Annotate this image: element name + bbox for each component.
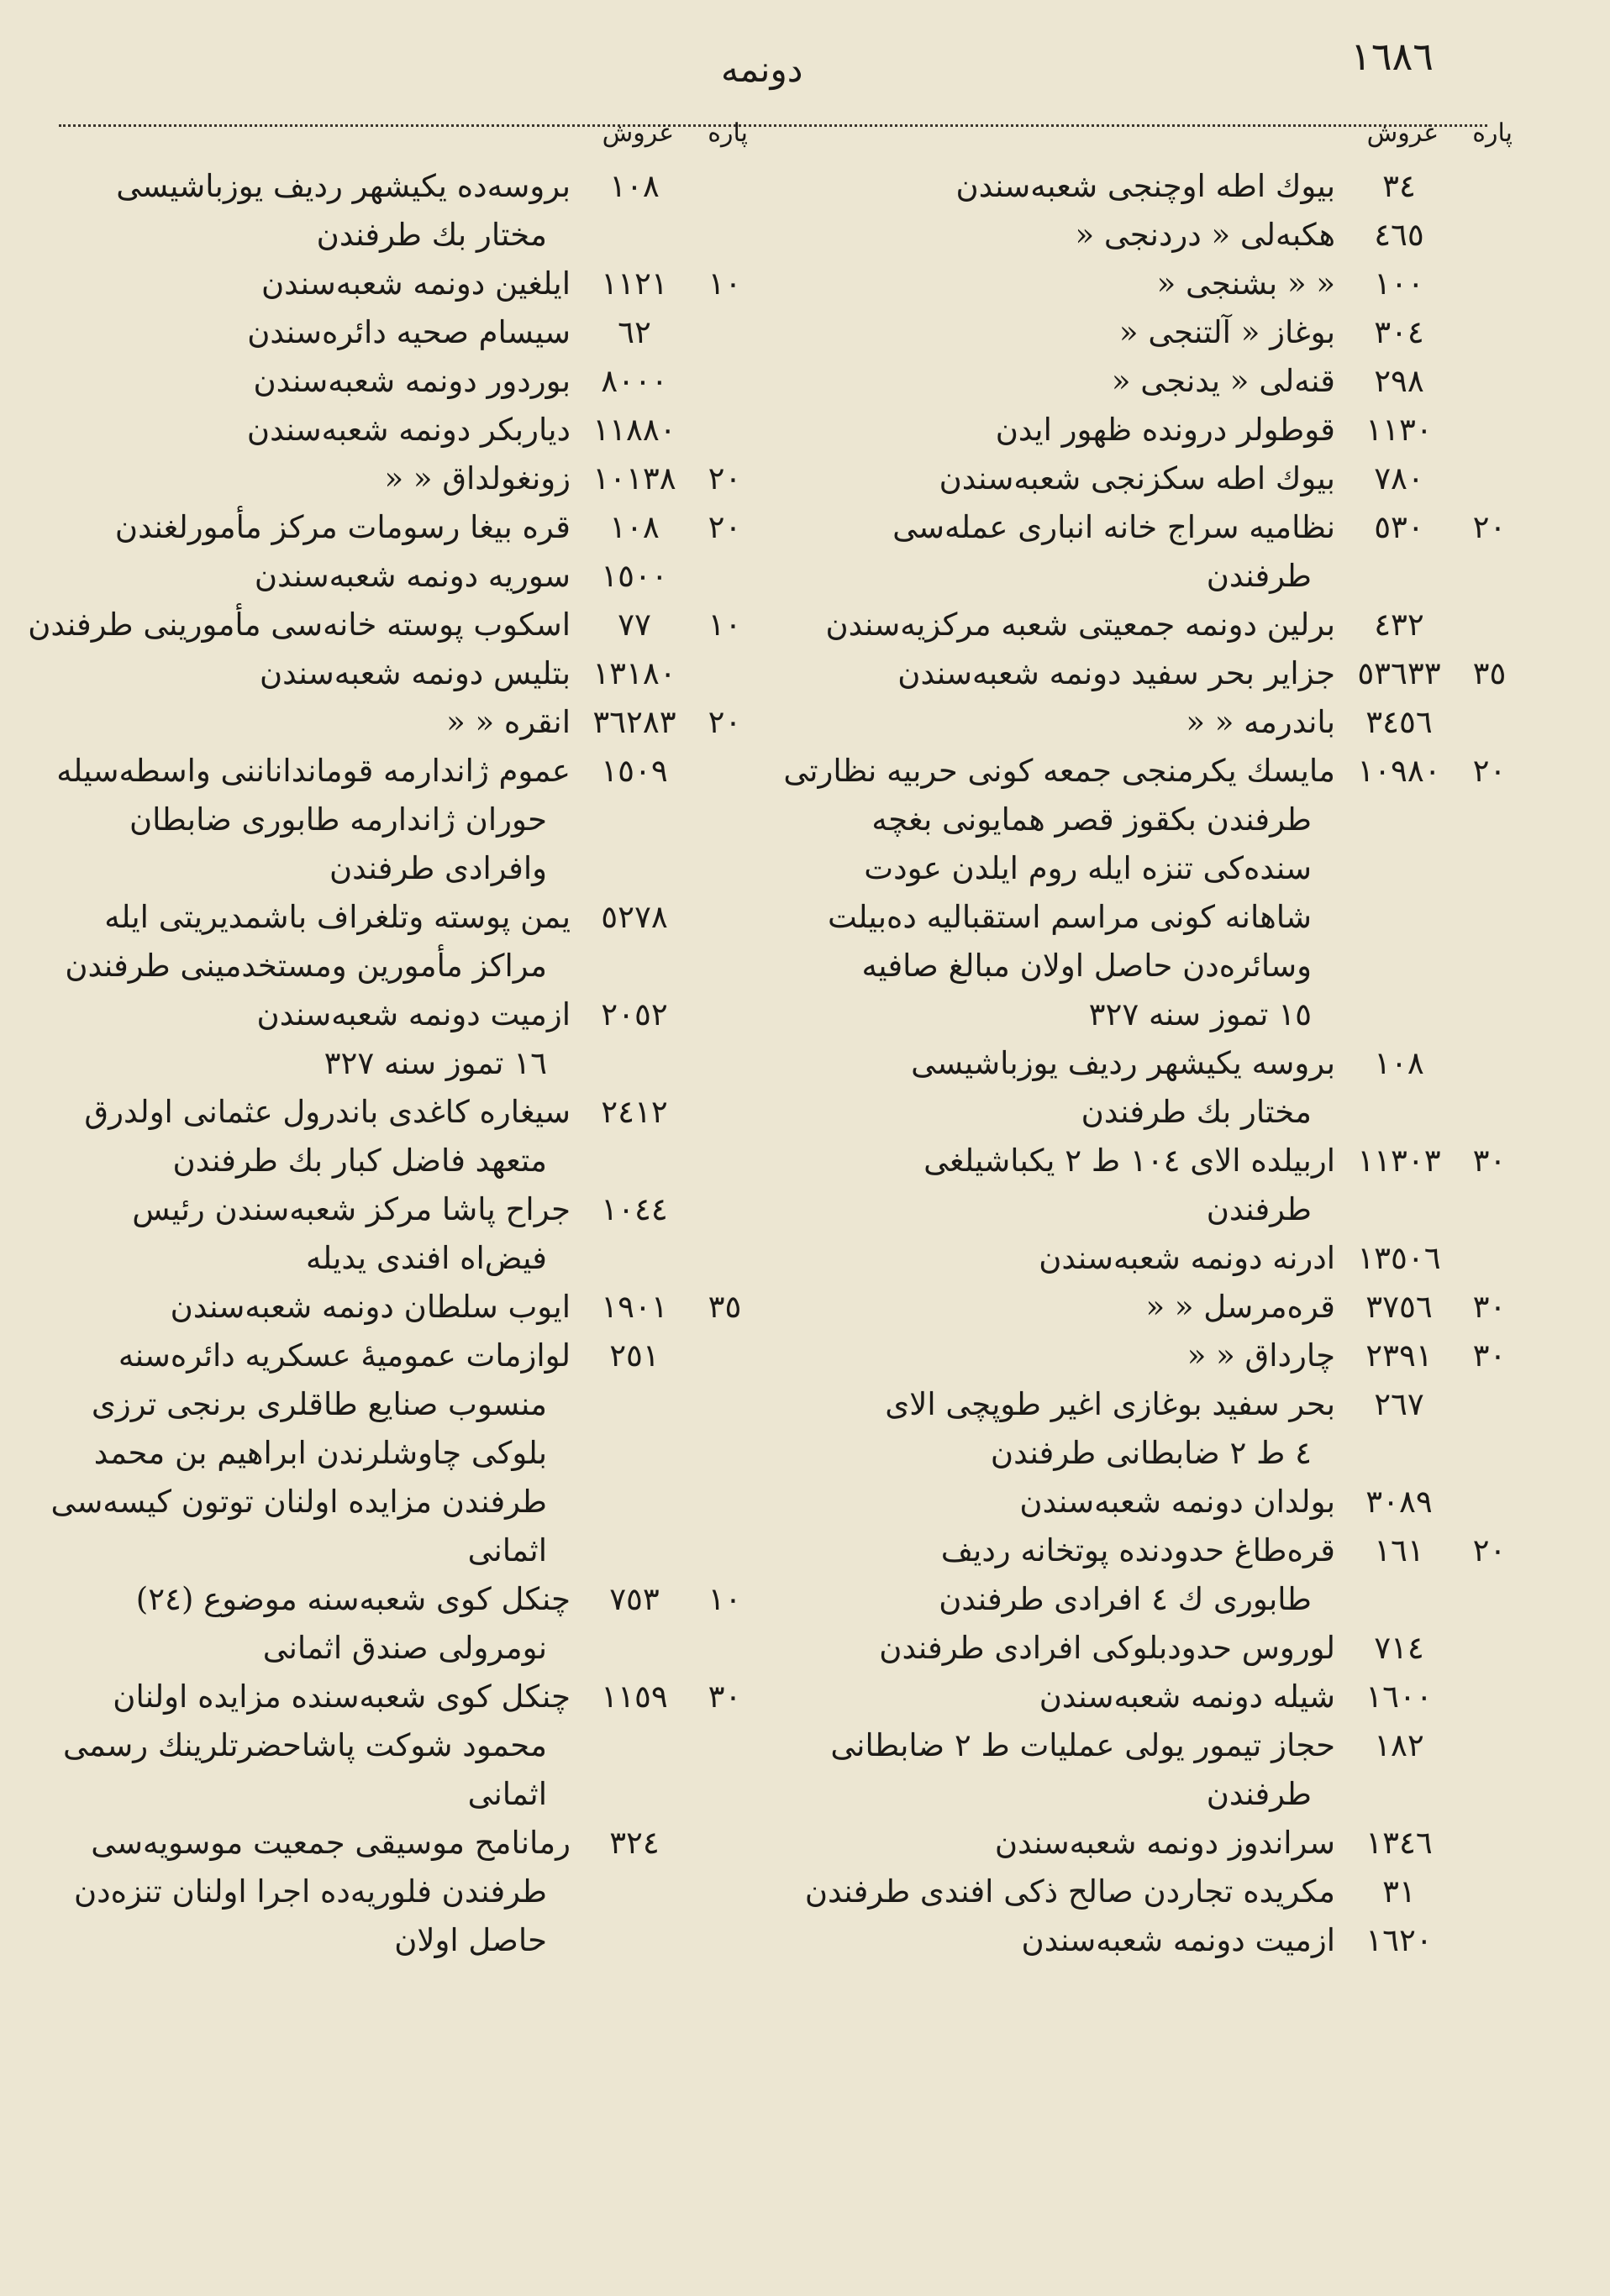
gurus-amount: ٧٨٠ — [1374, 460, 1424, 497]
description-line: اسكوب پوسته خانه‌سى مأمورينى طرفندن — [28, 607, 571, 643]
description-line: هكبه‌لى « دردنجى « — [1075, 217, 1335, 253]
description-line: اربيلده الاى ١٠٤ ط ٢ يكباشيلغى — [923, 1143, 1335, 1179]
entry-description — [815, 162, 1340, 211]
description-line: بحر سفيد بوغازى اغير طوپچى الاى — [885, 1386, 1335, 1422]
entry-description — [783, 747, 1340, 1039]
ledger-entry — [50, 454, 756, 503]
gurus-amount: ٣٤٥٦ — [1365, 704, 1433, 740]
ledger-entry — [815, 1283, 1521, 1332]
description-line: قره‌مرسل « « — [1145, 1289, 1335, 1325]
description-line: بيوك اطه اوچنجى شعبه‌سندن — [955, 168, 1335, 204]
gurus-amount: ٣٠٨٩ — [1365, 1484, 1433, 1520]
description-line: وسائره‌دن حاصل اولان مبالغ صافيه — [861, 948, 1312, 984]
description-line: متعهد فاضل كبار بك طرفندن — [172, 1143, 547, 1179]
gurus-amount: ١٠٠ — [1374, 265, 1424, 302]
description-line: انقره « « — [446, 704, 571, 740]
description-line: لوازمات عموميهٔ عسكريه دائره‌سنه — [118, 1337, 571, 1374]
description-line: طرفندن — [1206, 558, 1312, 594]
entry-description — [815, 1380, 1340, 1478]
ledger-entry — [815, 162, 1521, 211]
entry-description — [815, 503, 1340, 601]
gurus-amount: ١١٣٠٣ — [1357, 1143, 1441, 1179]
entry-description — [50, 1575, 576, 1673]
gurus-amount: ٦٢ — [618, 314, 651, 350]
entry-description — [50, 260, 576, 308]
para-amount: ٢٠ — [1472, 509, 1507, 545]
entry-description — [50, 552, 576, 601]
gurus-amount: ١٠٩٨٠ — [1357, 753, 1441, 789]
para-amount: ٢٠ — [708, 704, 742, 740]
description-line: اثمانى — [467, 1532, 547, 1568]
ledger-entry — [815, 406, 1521, 454]
description-line: مختار بك طرفندن — [1081, 1094, 1312, 1130]
description-line: شاهانه كونى مراسم استقباليه ده‌بيلت — [827, 899, 1312, 935]
description-line: ٤ ط ٢ ضابطانى طرفندن — [990, 1435, 1312, 1471]
gurus-amount: ١٠٤٤ — [601, 1191, 668, 1227]
entry-description — [815, 601, 1340, 649]
entry-description — [50, 357, 576, 406]
ledger-entry — [815, 1332, 1521, 1380]
entry-description — [50, 1332, 576, 1575]
ledger-entry — [815, 1526, 1521, 1624]
entry-description — [50, 747, 576, 893]
description-line: سنده‌كى تنزه ايله روم ايلدن عودت — [864, 850, 1312, 886]
para-amount: ١٠ — [708, 265, 742, 302]
entry-description — [50, 406, 576, 454]
entry-description — [815, 1526, 1340, 1624]
para-amount: ٣٠ — [1472, 1143, 1507, 1179]
description-line: طرفندن مزايده اولنان توتون كيسه‌سى — [50, 1484, 547, 1520]
entry-description — [50, 893, 576, 990]
entry-description — [815, 1332, 1340, 1380]
entry-description — [815, 1916, 1340, 1965]
ledger-entry — [815, 260, 1521, 308]
entry-description — [815, 308, 1340, 357]
ledger-entry — [815, 1234, 1521, 1283]
description-line: منسوب صنايع طاقلرى برنجى ترزى — [91, 1386, 547, 1422]
ledger-entry — [50, 357, 756, 406]
description-line: بولدان دونمه شعبه‌سندن — [1019, 1484, 1335, 1520]
ledger-entry — [50, 308, 756, 357]
column-header — [815, 113, 1521, 162]
gurus-amount: ٥٢٧٨ — [601, 899, 668, 935]
ledger-entry — [50, 649, 756, 698]
page-number: ١٦٨٦ — [1350, 34, 1434, 79]
gurus-amount: ١٠٨ — [609, 168, 660, 204]
ledger-entry — [815, 454, 1521, 503]
gurus-amount: ٧٧ — [618, 607, 651, 643]
description-line: قنه‌لى « يدنجى « — [1111, 363, 1335, 399]
ledger-entry — [50, 260, 756, 308]
description-line: حاصل اولان — [394, 1922, 547, 1958]
description-line: نومرولى صندق اثمانى — [262, 1630, 547, 1666]
ledger-entry — [815, 1478, 1521, 1526]
description-line: سراندوز دونمه شعبه‌سندن — [994, 1825, 1335, 1861]
ledger-entry — [815, 1819, 1521, 1868]
description-line: جراح پاشا مركز شعبه‌سندن رئيس — [132, 1191, 571, 1227]
ledger-entry — [50, 1185, 756, 1283]
entry-description — [815, 260, 1340, 308]
entry-description — [50, 308, 576, 357]
ledger-entry — [815, 1624, 1521, 1673]
gurus-amount: ٢٦٧ — [1374, 1386, 1424, 1422]
gurus-amount: ١٦٠٠ — [1365, 1679, 1433, 1715]
description-line: بوغاز « آلتنجى « — [1118, 314, 1335, 350]
para-amount: ٣٥ — [708, 1289, 742, 1325]
ledger-column-left — [28, 113, 756, 1965]
entry-description — [815, 1624, 1340, 1673]
gurus-amount: ١١٢١ — [601, 265, 668, 302]
ledger-entry — [50, 162, 756, 260]
description-line: بوردور دونمه شعبه‌سندن — [253, 363, 571, 399]
ledger-entry — [815, 1721, 1521, 1819]
description-line: قره بيغا رسومات مركز مأمورلغندن — [114, 509, 571, 545]
running-title: دونمه — [721, 49, 803, 90]
ledger-entry — [815, 1380, 1521, 1478]
description-line: چنكل كوى شعبه‌سنده مزايده اولنان — [113, 1679, 571, 1715]
gurus-amount: ٢٣٩١ — [1365, 1337, 1433, 1374]
description-line: ازميت دونمه شعبه‌سندن — [1021, 1922, 1335, 1958]
description-line: سوريه دونمه شعبه‌سندن — [254, 558, 571, 594]
gurus-heading: غروش — [1366, 118, 1437, 148]
entry-description — [815, 1819, 1340, 1868]
ledger-entry — [28, 601, 756, 649]
ledger-entry — [815, 1039, 1521, 1137]
description-line: مكريده تجاردن صالح ذكى افندى طرفندن — [804, 1873, 1335, 1910]
description-line: بلوكى چاوشلرندن ابراهيم بن محمد — [93, 1435, 547, 1471]
entry-description — [815, 406, 1340, 454]
para-heading: پاره — [1472, 118, 1513, 148]
entry-description — [815, 454, 1340, 503]
entry-description — [28, 601, 576, 649]
description-line: باندرمه « « — [1186, 704, 1335, 740]
gurus-amount: ٨٠٠٠ — [601, 363, 668, 399]
description-line: رمانامح موسيقى جمعيت موسويه‌سى — [91, 1825, 571, 1861]
gurus-amount: ٢٥١ — [609, 1337, 660, 1374]
entry-description — [50, 990, 576, 1088]
description-line: بروسه يكيشهر رديف يوزباشيسى — [911, 1045, 1335, 1081]
entry-description — [50, 454, 576, 503]
para-amount: ٣٠ — [1472, 1337, 1507, 1374]
gurus-amount: ٢٩٨ — [1374, 363, 1424, 399]
ledger-entry — [815, 211, 1521, 260]
entry-description — [815, 357, 1340, 406]
ledger-entry — [50, 1088, 756, 1185]
entry-description — [815, 1721, 1340, 1819]
para-amount: ٣٥ — [1472, 655, 1507, 691]
description-line: عموم ژاندارمه قومانداناننى واسطه‌سيله — [56, 753, 571, 789]
description-line: ١٦ تموز سنه ٣٢٧ — [324, 1045, 547, 1081]
para-heading: پاره — [708, 118, 748, 148]
entry-description — [50, 1673, 576, 1819]
description-line: ١٥ تموز سنه ٣٢٧ — [1088, 996, 1312, 1032]
page-header — [0, 34, 1610, 109]
entry-description — [815, 1283, 1340, 1332]
description-line: طرفندن — [1206, 1776, 1312, 1812]
description-line: چارداق « « — [1186, 1337, 1335, 1374]
ledger-entry — [815, 698, 1521, 747]
ledger-column-right — [783, 113, 1521, 1965]
gurus-amount: ١١٥٩ — [601, 1679, 668, 1715]
entry-description — [815, 1673, 1340, 1721]
gurus-amount: ٣٠٤ — [1374, 314, 1424, 350]
gurus-amount: ١٣٤٦ — [1365, 1825, 1433, 1861]
description-line: قوطولر درونده ظهور ايدن — [995, 412, 1335, 448]
gurus-amount: ٣٤ — [1382, 168, 1416, 204]
ledger-entry — [815, 1916, 1521, 1965]
description-line: فيض‌اه افندى يديله — [306, 1240, 547, 1276]
ledger-entry — [815, 357, 1521, 406]
entry-description — [815, 1478, 1340, 1526]
description-line: « « بشنجى « — [1156, 265, 1335, 302]
ledger-entry — [50, 406, 756, 454]
ledger-entry — [50, 1283, 756, 1332]
ledger-entry — [815, 1673, 1521, 1721]
para-amount: ٢٠ — [708, 509, 742, 545]
entry-description — [815, 649, 1340, 698]
description-line: نظاميه سراج خانه انبارى عمله‌سى — [892, 509, 1335, 545]
entry-description — [50, 1088, 576, 1185]
description-line: حجاز تيمور يولى عمليات ط ٢ ضابطانى — [830, 1727, 1335, 1763]
ledger-entry — [50, 990, 756, 1088]
gurus-amount: ١٠٨ — [609, 509, 660, 545]
description-line: طابورى ك ٤ افرادى طرفندن — [939, 1581, 1312, 1617]
gurus-amount: ١٠٨ — [1374, 1045, 1424, 1081]
gurus-amount: ١٠١٣٨ — [592, 460, 676, 497]
gurus-amount: ٢٠٥٢ — [601, 996, 668, 1032]
description-line: ادرنه دونمه شعبه‌سندن — [1039, 1240, 1335, 1276]
ledger-entry — [50, 503, 756, 552]
ledger-entry — [815, 1137, 1521, 1234]
entry-description — [50, 649, 576, 698]
entry-description — [815, 211, 1340, 260]
entry-description — [50, 698, 576, 747]
ledger-entry — [50, 1673, 756, 1819]
description-line: طرفندن — [1206, 1191, 1312, 1227]
description-line: ازميت دونمه شعبه‌سندن — [256, 996, 571, 1032]
description-line: اثمانى — [467, 1776, 547, 1812]
gurus-amount: ٢٤١٢ — [601, 1094, 668, 1130]
entry-description — [815, 1234, 1340, 1283]
ledger-entry — [783, 747, 1521, 1039]
description-line: ايوب سلطان دونمه شعبه‌سندن — [170, 1289, 571, 1325]
description-line: زونغولداق « « — [384, 460, 571, 497]
ledger-entry — [50, 1575, 756, 1673]
gurus-amount: ١٦١ — [1374, 1532, 1424, 1568]
gurus-amount: ١١٨٨٠ — [592, 412, 676, 448]
gurus-amount: ١٨٢ — [1374, 1727, 1424, 1763]
ledger-entry — [815, 503, 1521, 601]
para-amount: ١٠ — [708, 607, 742, 643]
ledger-entry — [50, 747, 756, 893]
gurus-amount: ١٩٠١ — [601, 1289, 668, 1325]
gurus-amount: ٥٣٠ — [1374, 509, 1424, 545]
gurus-amount: ٣١ — [1382, 1873, 1416, 1910]
gurus-amount: ٤٦٥ — [1374, 217, 1424, 253]
entry-description — [50, 1819, 576, 1965]
ledger-entry — [50, 1332, 756, 1575]
description-line: مايسك يكرمنجى جمعه كونى حربيه نظارتى — [783, 753, 1335, 789]
entry-description — [50, 503, 576, 552]
ledger-entry — [804, 1868, 1521, 1916]
gurus-amount: ١١٣٠ — [1365, 412, 1433, 448]
column-header — [50, 113, 756, 162]
ledger-entry — [815, 649, 1521, 698]
gurus-amount: ٣٧٥٦ — [1365, 1289, 1433, 1325]
para-amount: ٢٠ — [1472, 753, 1507, 789]
gurus-amount: ٧١٤ — [1374, 1630, 1424, 1666]
gurus-amount: ١٥٠٩ — [601, 753, 668, 789]
para-amount: ٢٠ — [708, 460, 742, 497]
entry-description — [50, 1283, 576, 1332]
para-amount: ٢٠ — [1472, 1532, 1507, 1568]
description-line: لوروس حدودبلوكى افرادى طرفندن — [879, 1630, 1335, 1666]
description-line: بيوك اطه سكزنجى شعبه‌سندن — [939, 460, 1335, 497]
para-amount: ١٠ — [708, 1581, 742, 1617]
gurus-amount: ٣٦٢٨٣ — [592, 704, 676, 740]
description-line: سيغاره كاغدى باندرول عثمانى اولدرق — [84, 1094, 571, 1130]
description-line: طرفندن فلوريه‌ده اجرا اولنان تنزه‌دن — [73, 1873, 547, 1910]
gurus-amount: ٧٥٣ — [609, 1581, 660, 1617]
description-line: مراكز مأمورين ومستخدمينى طرفندن — [65, 948, 547, 984]
gurus-amount: ١٦٢٠ — [1365, 1922, 1433, 1958]
ledger-entry — [50, 552, 756, 601]
ledger-entry — [815, 308, 1521, 357]
gurus-amount: ٤٣٢ — [1374, 607, 1424, 643]
description-line: دياربكر دونمه شعبه‌سندن — [246, 412, 571, 448]
gurus-amount: ١٣١٨٠ — [592, 655, 676, 691]
gurus-amount: ١٥٠٠ — [601, 558, 668, 594]
entry-description — [50, 162, 576, 260]
gurus-amount: ٣٢٤ — [609, 1825, 660, 1861]
description-line: مختار بك طرفندن — [316, 217, 547, 253]
entry-description — [50, 1185, 576, 1283]
para-amount: ٣٠ — [708, 1679, 742, 1715]
description-line: ايلغين دونمه شعبه‌سندن — [260, 265, 571, 302]
description-line: طرفندن بكقوز قصر همايونى بغچه‌ — [871, 801, 1312, 838]
description-line: جزاير بحر سفيد دونمه شعبه‌سندن — [897, 655, 1335, 691]
description-line: حوران ژاندارمه طابورى ضابطان — [129, 801, 547, 838]
entry-description — [805, 1868, 1340, 1916]
description-line: يمن پوسته وتلغراف باشمديريتى ايله — [104, 899, 571, 935]
ledger-entry — [815, 601, 1521, 649]
description-line: بتليس دونمه شعبه‌سندن — [259, 655, 571, 691]
description-line: شيله دونمه شعبه‌سندن — [1039, 1679, 1335, 1715]
description-line: سيسام صحيه دائره‌سندن — [247, 314, 571, 350]
para-amount: ٣٠ — [1472, 1289, 1507, 1325]
description-line: برلين دونمه جمعيتى شعبه مركزيه‌سندن — [825, 607, 1335, 643]
gurus-amount: ١٣٥٠٦ — [1357, 1240, 1441, 1276]
ledger-entry — [50, 893, 756, 990]
entry-description — [815, 698, 1340, 747]
description-line: وافرادى طرفندن — [329, 850, 547, 886]
entry-description — [815, 1039, 1340, 1137]
description-line: بروسه‌ده يكيشهر رديف يوزباشيسى — [116, 168, 571, 204]
ledger-entry — [50, 1819, 756, 1965]
gurus-heading: غروش — [602, 118, 672, 148]
gurus-amount: ٥٣٦٣٣ — [1357, 655, 1441, 691]
description-line: قره‌طاغ حدودنده پوتخانه رديف — [940, 1532, 1335, 1568]
ledger-entry — [50, 698, 756, 747]
description-line: محمود شوكت پاشاحضرتلرينك رسمى — [63, 1727, 547, 1763]
description-line: چنكل كوى شعبه‌سنه موضوع (٢٤) — [135, 1581, 571, 1617]
entry-description — [815, 1137, 1340, 1234]
